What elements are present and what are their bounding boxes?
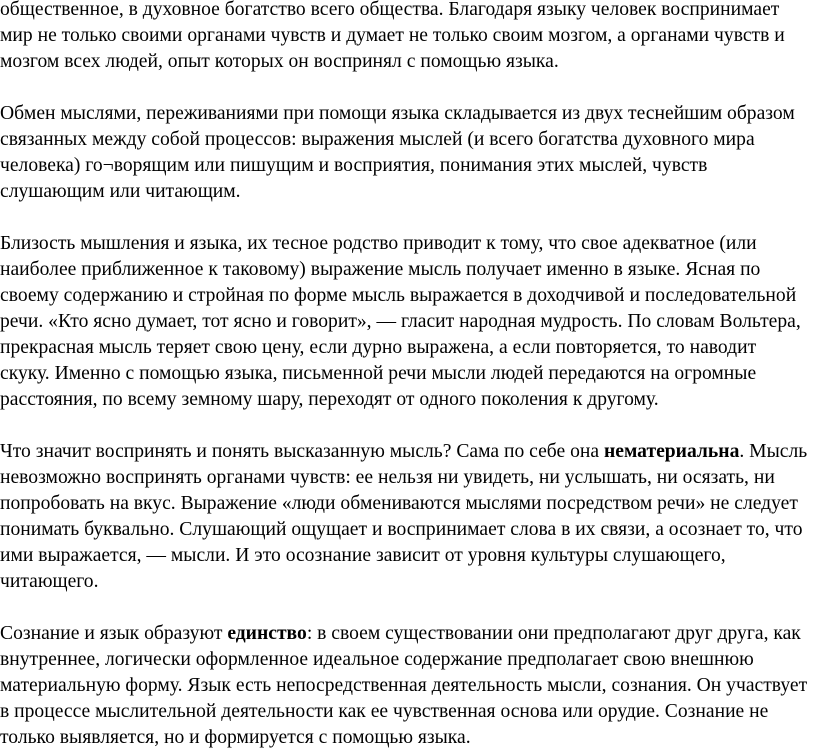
paragraph-text: . Мысль невозможно воспринять органами чувств: ее нельзя ни увидеть, ни услышать, ни осязать, ни попробовать на вкус. Выражение «люди обмениваются мыслями посредством речи» не следует понимать буквально. Слушающий ощущает и воспринимает слова в их связи, а осознает то, что ими выражается, — мысли. И это осознание зависит от уровня культуры слушающего, читающего. (0, 441, 808, 592)
paragraph: Близость мышления и языка, их тесное родство приводит к тому, что свое адекватное (или наиболее приближенное к таковому) выражение мысль получает именно в языке. Ясная по своему содержанию и стройная по форме мысль выражается в доходчивой и последовательной речи. «Кто ясно думает, тот ясно и говорит», — гласит народная мудрость. По словам Вольтера, прекрасная мысль теряет свою цену, если дурно выражена, а если повторяется, то наводит скуку. Именно с помощью языка, письменной речи мысли людей передаются на огромные расстояния, по всему земному шару, переходят от одного поколения к другому. (0, 233, 801, 410)
paragraph-text: Что значит воспринять и понять высказанную мысль? Сама по себе она (0, 441, 604, 462)
paragraph (0, 439, 812, 595)
paragraph-text: Сознание и язык образуют (0, 623, 228, 644)
emphasized-term: нематериальна (603, 441, 740, 462)
emphasized-term: единство (227, 623, 307, 644)
paragraph: Обмен мыслями, переживаниями при помощи языка складывается из двух теснейшим образом связанных между собой процессов: выражения мыслей (и всего богатства духовного мира человека) го¬ворящим или пишущим и восприятия, понимания этих мыслей, чувств слушающим или читающим. (0, 103, 795, 202)
paragraph: общественное, в духовное богатство всего общества. Благодаря языку человек воспринимает мир не только своими органами чувств и думает не только своим мозгом, а органами чувств и мозгом всех людей, опыт которых он воспринял с помощью языка. (0, 0, 785, 72)
paragraph (0, 621, 812, 751)
paragraph-text: : в своем существовании они предполагают друг друга, как внутреннее, логически оформленное идеальное содержание предполагает свою внешнюю материальную форму. Язык есть непосредственная деятельность мысли, сознания. Он участвует в процессе мыслительной деятельности как ее чувственная основа или орудие. Сознание не только выявляется, но и формируется с помощью языка. (0, 623, 808, 748)
